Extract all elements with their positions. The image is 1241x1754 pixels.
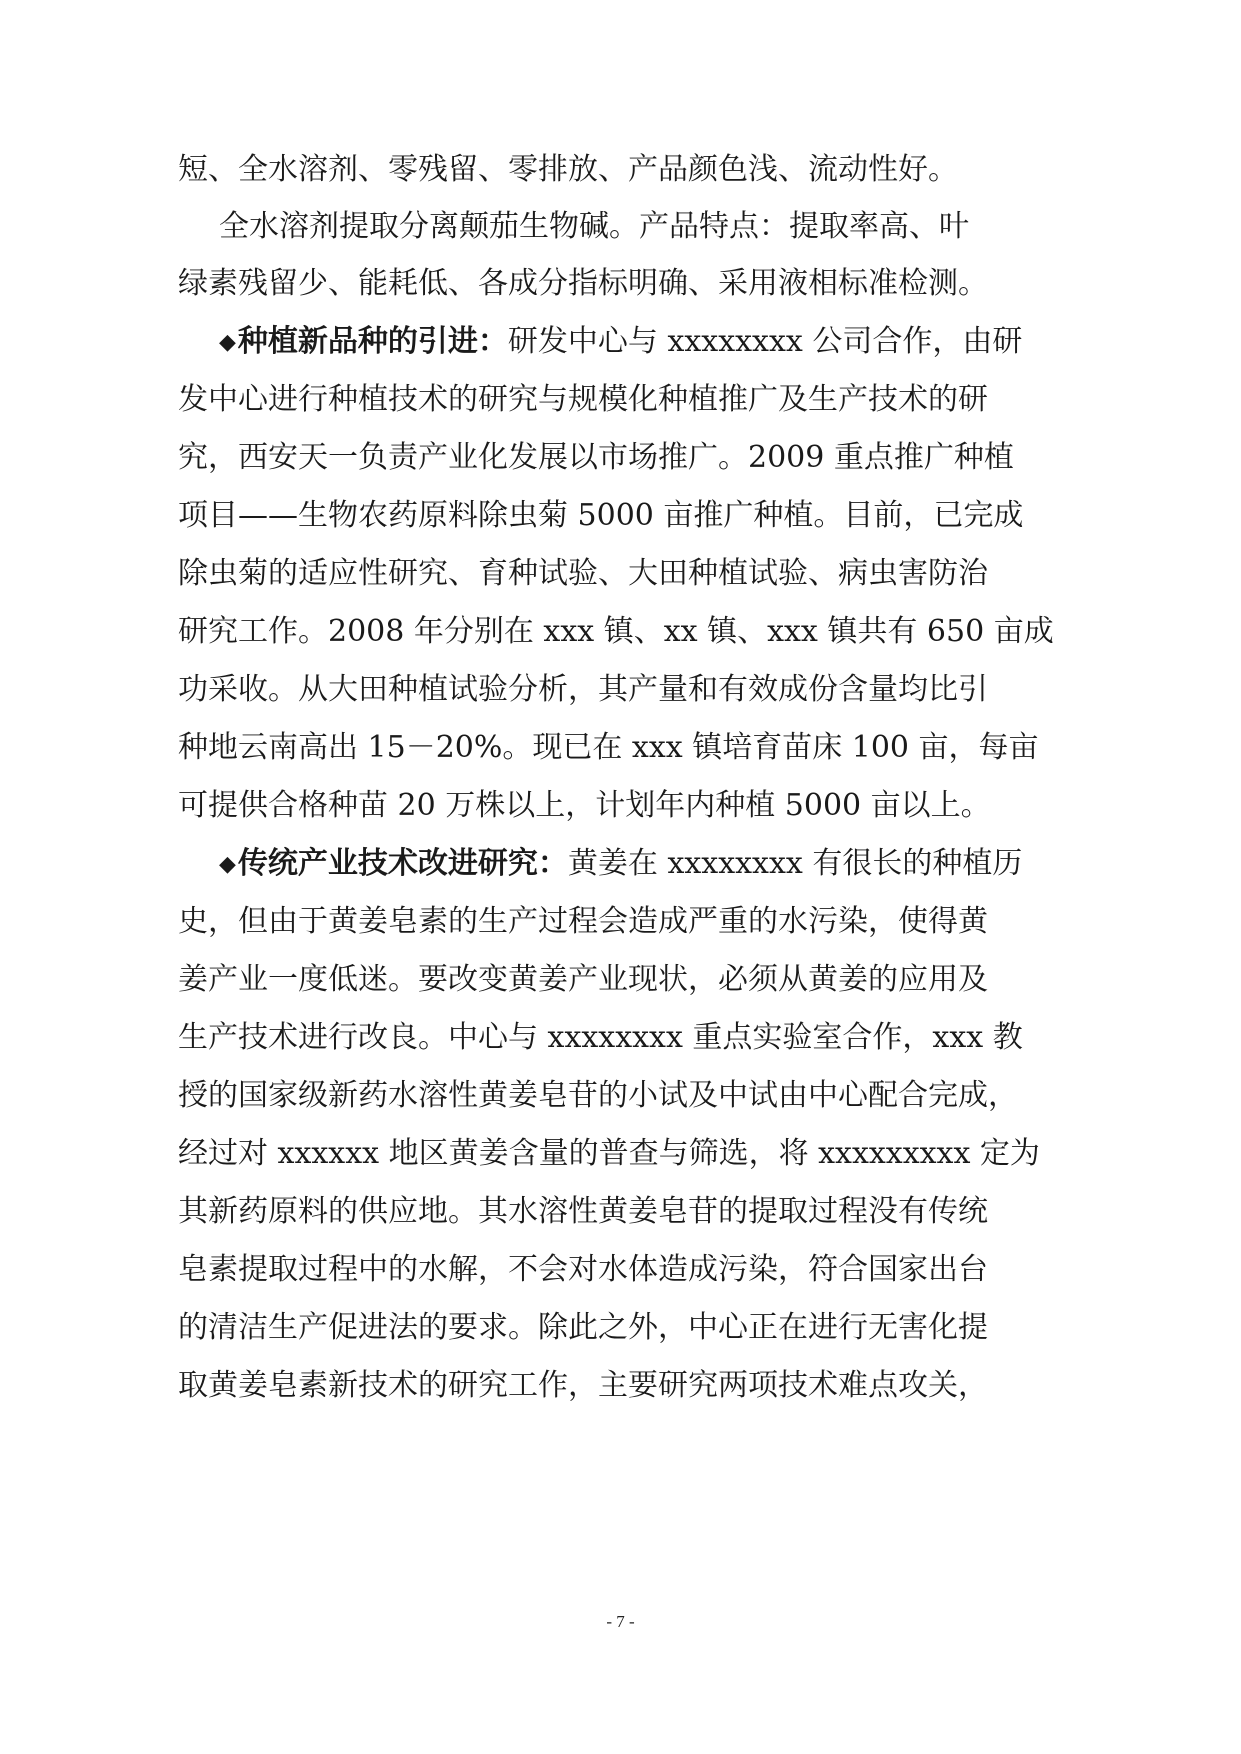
diamond-bullet-icon: ◆ (219, 852, 236, 877)
paragraph-line (178, 368, 988, 432)
paragraph-line (178, 1354, 988, 1418)
diamond-bullet-icon: ◆ (219, 330, 236, 355)
paragraph-line (178, 716, 1039, 780)
line-text: 绿素残留少、能耗低、各成分指标明确、采用液相标准检测。 (178, 266, 988, 301)
paragraph-line (178, 484, 1023, 548)
line-text: 黄姜在 xxxxxxxx 有很长的种植历 (567, 846, 1023, 881)
paragraph-line (178, 600, 1054, 664)
paragraph-line (178, 1296, 988, 1360)
paragraph-line (178, 1006, 1023, 1070)
line-text: 除虫菊的适应性研究、育种试验、大田种植试验、病虫害防治 (178, 556, 988, 591)
paragraph-line (178, 1238, 988, 1302)
line-text: 的清洁生产促进法的要求。除此之外，中心正在进行无害化提 (178, 1310, 988, 1345)
line-text: 史，但由于黄姜皂素的生产过程会造成严重的水污染，使得黄 (178, 904, 988, 939)
line-text: 项目——生物农药原料除虫菊 5000 亩推广种植。目前，已完成 (178, 498, 1024, 533)
paragraph-line (178, 658, 988, 722)
line-text: 功采收。从大田种植试验分析，其产量和有效成份含量均比引 (178, 672, 988, 707)
paragraph-line (178, 1122, 1040, 1186)
line-text: 生产技术进行改良。中心与 xxxxxxxx 重点实验室合作，xxx 教 (178, 1020, 1023, 1055)
line-text: 皂素提取过程中的水解，不会对水体造成污染，符合国家出台 (178, 1252, 988, 1287)
line-text: 研究工作。2008 年分别在 xxx 镇、xx 镇、xxx 镇共有 650 亩成 (178, 614, 1054, 649)
line-text: 取黄姜皂素新技术的研究工作，主要研究两项技术难点攻关， (178, 1368, 988, 1403)
line-text: 其新药原料的供应地。其水溶性黄姜皂苷的提取过程没有传统 (178, 1194, 988, 1229)
section-heading: 传统产业技术改进研究： (237, 846, 568, 881)
paragraph-line (178, 426, 1014, 490)
line-text: 可提供合格种苗 20 万株以上，计划年内种植 5000 亩以上。 (178, 788, 991, 823)
paragraph-line (178, 774, 991, 838)
paragraph-heading-line (219, 310, 1022, 374)
line-text: 姜产业一度低迷。要改变黄姜产业现状，必须从黄姜的应用及 (178, 962, 988, 997)
line-text: 经过对 xxxxxx 地区黄姜含量的普查与筛选，将 xxxxxxxxx 定为 (178, 1136, 1040, 1171)
paragraph-heading-line (219, 832, 1022, 896)
line-text: 种地云南高出 15－20%。现已在 xxx 镇培育苗床 100 亩，每亩 (178, 730, 1039, 765)
line-text: 研发中心与 xxxxxxxx 公司合作，由研 (507, 324, 1023, 359)
paragraph-line (178, 542, 988, 606)
line-text: 短、全水溶剂、零残留、零排放、产品颜色浅、流动性好。 (178, 152, 958, 187)
paragraph-line (178, 1064, 1018, 1128)
paragraph-line (178, 1180, 988, 1244)
paragraph-line (178, 948, 988, 1012)
paragraph-line (178, 890, 988, 954)
line-text: 全水溶剂提取分离颠茄生物碱。产品特点：提取率高、叶 (219, 209, 969, 244)
section-heading: 种植新品种的引进： (237, 324, 508, 359)
paragraph-line (219, 195, 969, 259)
paragraph-line (178, 252, 988, 316)
page-number: - 7 - (606, 1612, 635, 1631)
line-text: 究，西安天一负责产业化发展以市场推广。2009 重点推广种植 (178, 440, 1014, 475)
paragraph-line (178, 138, 958, 202)
line-text: 授的国家级新药水溶性黄姜皂苷的小试及中试由中心配合完成， (178, 1078, 1018, 1113)
line-text: 发中心进行种植技术的研究与规模化种植推广及生产技术的研 (178, 382, 988, 417)
